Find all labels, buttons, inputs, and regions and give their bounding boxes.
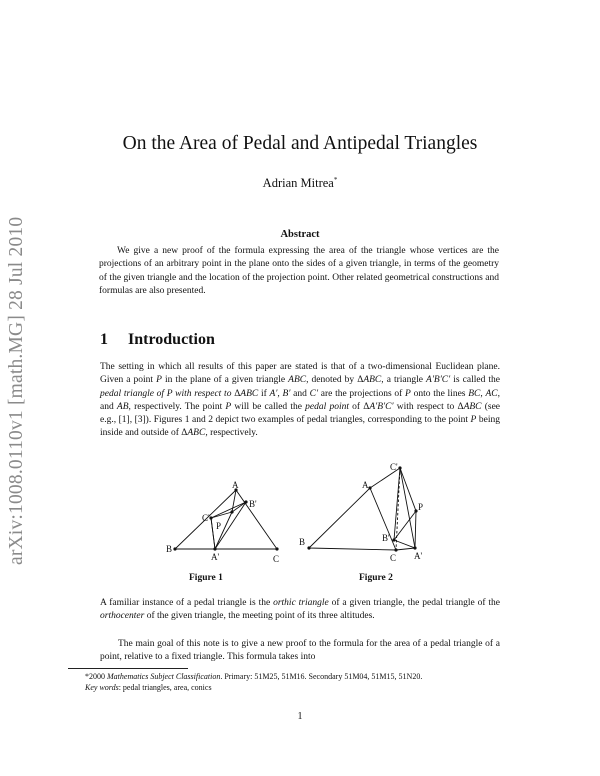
fig1-point-b bbox=[173, 547, 176, 550]
fig1-point-c bbox=[275, 547, 278, 550]
fig2-point-ap bbox=[413, 546, 416, 549]
main-goal-paragraph: The main goal of this note is to give a new proof to the formula for the area of a pedal triangle of a point, relative to a fixed triangle. This formula takes into bbox=[100, 639, 500, 663]
fig2-label-b: B bbox=[299, 537, 306, 547]
fig2-label-bp: B' bbox=[382, 533, 390, 543]
intro-paragraph: The setting in which all results of this paper are stated is that of a two-dimensional Euclidean plane. Given a point P in the plane of a given triangle ABC, denoted by ΔABC, a triangle A′B′C′ is called the pedal triangle of P with respect to ΔABC if A′, B′ and C′ are the projections of P onto the lines BC, AC, and AB, respectively. The point P will be called the pedal point of ΔA′B′C′ with respect to ΔABC (see e.g., [1], [3]). Figures 1 and 2 depict two examples of pedal triangles, corresponding to the point P being inside and outside of ΔABC, respectively. bbox=[100, 362, 501, 439]
figure-1 bbox=[160, 478, 290, 570]
fig2-segment-p-ap bbox=[415, 511, 416, 548]
author-name: Adrian Mitrea bbox=[262, 176, 334, 191]
arxiv-sidebar-stamp: arXiv:1008.0110v1 [math.MG] 28 Jul 2010 bbox=[6, 216, 27, 565]
fig1-label-c: C bbox=[273, 554, 280, 564]
footnote bbox=[85, 672, 525, 693]
paper-title: On the Area of Pedal and Antipedal Triangles bbox=[122, 133, 478, 154]
fig2-point-b bbox=[307, 546, 310, 549]
fig1-segment-cp-ap bbox=[211, 518, 215, 549]
author-line bbox=[0, 176, 600, 191]
section-title: Introduction bbox=[128, 331, 215, 348]
fig1-point-cp bbox=[209, 516, 212, 519]
fig1-label-a: A bbox=[232, 480, 239, 490]
fig1-label-ap: A' bbox=[211, 552, 220, 562]
fig1-triangle-abc bbox=[175, 490, 277, 549]
fig1-label-bp: B' bbox=[249, 499, 257, 509]
fig2-label-ap: A' bbox=[414, 551, 423, 561]
fig2-segment-p-cp bbox=[400, 468, 416, 511]
fig2-label-cp: C' bbox=[390, 462, 398, 472]
abstract-heading: Abstract bbox=[280, 229, 320, 240]
fig2-extension-c-ap bbox=[396, 548, 415, 550]
figure-2 bbox=[292, 458, 442, 570]
fig2-point-a bbox=[368, 486, 371, 489]
abstract-text: We give a new proof of the formula expressing the area of the triangle whose vertices are the projections of an arbitrary point in the plane onto the sides of a given triangle, in terms of the geometry of the given triangle and the location of the projection point. Other related geometrical constructions and formulas are also presented. bbox=[99, 246, 499, 296]
footnote-keywords: Key words: pedal triangles, area, conics bbox=[85, 682, 212, 692]
figure-2-caption: Figure 2 bbox=[359, 573, 393, 583]
fig1-label-p: P bbox=[216, 521, 222, 531]
author-footnote-mark: * bbox=[333, 176, 338, 184]
footnote-msc: *2000 Mathematics Subject Classification. Primary: 51M25, 51M16. Secondary 51M04, 51M15, 51N20. bbox=[85, 672, 423, 681]
fig2-label-a: A bbox=[362, 480, 369, 490]
section-number: 1 bbox=[100, 331, 108, 348]
fig2-label-p: P bbox=[418, 502, 424, 512]
fig2-label-c: C bbox=[390, 553, 397, 563]
fig1-label-cp: C' bbox=[202, 513, 210, 523]
fig1-point-bp bbox=[244, 500, 247, 503]
fig2-point-bp bbox=[392, 538, 395, 541]
fig1-point-p bbox=[230, 510, 233, 513]
figure-1-caption: Figure 1 bbox=[189, 573, 223, 583]
page-number: 1 bbox=[297, 711, 303, 722]
fig1-point-ap bbox=[213, 547, 216, 550]
fig2-point-cp bbox=[398, 466, 401, 469]
section-heading bbox=[100, 331, 215, 349]
footnote-rule bbox=[68, 668, 188, 669]
fig1-label-b: B bbox=[166, 544, 173, 554]
fig2-point-c bbox=[394, 548, 397, 551]
orthic-paragraph: A familiar instance of a pedal triangle is the orthic triangle of a given triangle, the pedal triangle of the orthocenter of the given triangle, the meeting point of its three altitudes. bbox=[100, 598, 500, 622]
